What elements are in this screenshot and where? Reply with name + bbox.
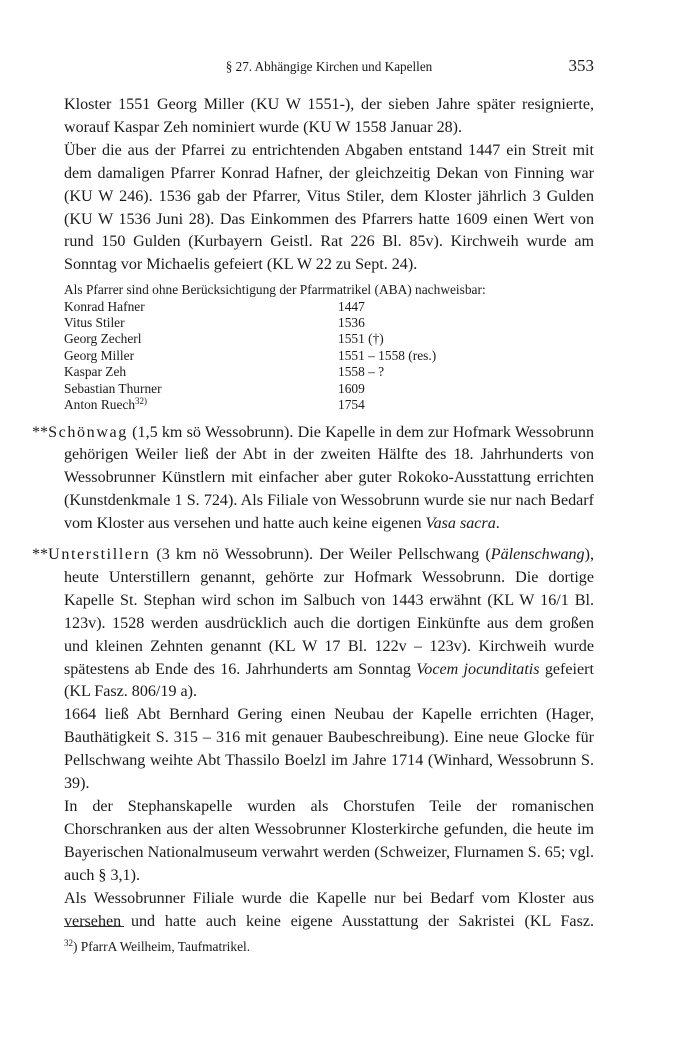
italic-term: Pälenschwang bbox=[490, 546, 585, 564]
pastor-row bbox=[64, 348, 594, 364]
pastor-years: 1447 bbox=[338, 298, 365, 314]
italic-term: Vasa sacra bbox=[425, 515, 496, 533]
footnote-rule bbox=[64, 926, 124, 927]
pastor-list bbox=[64, 282, 594, 413]
pastor-list-intro: Als Pfarrer sind ohne Berücksichtigung der Pfarrmatrikel (ABA) nachweisbar: bbox=[64, 282, 486, 298]
pastor-name: Anton Ruech$^{32)}$ bbox=[64, 396, 148, 413]
entry-headword: Schönwag bbox=[48, 423, 128, 441]
pastor-row bbox=[64, 331, 594, 347]
pastor-name: Georg Miller bbox=[64, 347, 135, 363]
pastor-row bbox=[64, 299, 594, 315]
pastor-years: 1551 (†) bbox=[338, 331, 384, 347]
pastor-name: Konrad Hafner bbox=[64, 298, 145, 314]
pastor-years: 1551 – 1558 (res.) bbox=[338, 347, 437, 363]
pastor-row bbox=[64, 364, 594, 380]
pastor-row bbox=[64, 397, 594, 413]
body-text bbox=[32, 94, 594, 933]
entry-headword: Unterstillern bbox=[48, 546, 151, 564]
footnote-text: ) PfarrA Weilheim, Taufmatrikel. bbox=[73, 939, 251, 954]
entry-unterstillern: **Unterstillern (3 km nö Wessobrunn). Der Weiler Pellschwang (Pälenschwang), heute Unterstillern genannt, gehörte zur Hofmark Wessobrunn. Die dortige Kapelle St. Stephan wird schon im Salbuch von 1443 erwähnt (KL W 16/1 Bl. 123v). 1528 werden ausdrücklich auch die dortigen Einkünfte aus dem großen und kleinen Zehnten genannt (KL W 17 Bl. 122v – 123v). Kirchweih wurde spätestens ab Ende des 16. Jahrhunderts am Sonntag Vocem jocunditatis gefeiert (KL Fasz. 806/19 a). 1664 ließ Abt Bernhard Gering einen Neubau der Kapelle errichten (Hager, Bauthätigkeit S. 315 – 316 mit genauer Baubeschreibung). Eine neue Glocke für Pellschwang weihte Abt Thassilo Boelzl im Jahre 1714 (Winhard, Wessobrunn S. 39). In der Stephanskapelle wurden als Chorstufen Teile der romanischen Chorschranken aus der alten Wessobrunner Klosterkirche gefunden, die heute im Bayerischen Nationalmuseum verwahrt werden (Schweizer, Flurnamen S. 65; vgl. auch § 3,1). Als Wessobrunner Filiale wurde die Kapelle nur bei Bedarf vom Kloster aus versehen und hatte auch keine eigene Ausstattung der Sakristei (KL Fasz. bbox=[32, 544, 594, 933]
entry-schoenwag: **Schönwag (1,5 km sö Wessobrunn). Die Kapelle in dem zur Hofmark Wessobrunn gehörigen Weiler ließ der Abt in der zweiten Hälfte des 18. Jahrhunderts von Wessobrunner Künstlern mit einfacher aber guter Rokoko-Ausstattung errichten (Kunstdenkmale 1 S. 724). Als Filiale von Wessobrunn wurde sie nur nach Bedarf vom Kloster aus versehen und hatte auch keine eigenen Vasa sacra. bbox=[32, 423, 594, 533]
entry-marker: ** bbox=[32, 546, 49, 564]
running-head bbox=[64, 56, 594, 80]
running-head-title: § 27. Abhängige Kirchen und Kapellen bbox=[225, 59, 433, 74]
pastor-years: 1609 bbox=[338, 380, 365, 396]
paragraph: Kloster 1551 Georg Miller (KU W 1551-), der sieben Jahre später resignierte, worauf Kaspar Zeh nominiert wurde (KU W 1558 Januar 28). bbox=[64, 96, 594, 136]
footnote-ref: 32) bbox=[135, 396, 148, 407]
pastor-row bbox=[64, 381, 594, 397]
paragraph: Über die aus der Pfarrei zu entrichtenden Abgaben entstand 1447 ein Streit mit dem damaligen Pfarrer Konrad Hafner, der gleichzeitig Dekan von Finning war (KU W 246). 1536 gab der Pfarrer, Vitus Stiler, dem Kloster jährlich 3 Gulden (KU W 1536 Juni 28). Das Einkommen des Pfarrers hatte 1609 einen Wert von rund 150 Gulden (Kurbayern Geistl. Rat 226 Bl. 85v). Kirchweih wurde am Sonntag vor Michaelis gefeiert (KL W 22 zu Sept. 24). bbox=[64, 141, 594, 274]
entry-marker: ** bbox=[32, 423, 49, 441]
pastor-name: Vitus Stiler bbox=[64, 315, 125, 331]
pastor-years: 1558 – ? bbox=[338, 364, 385, 380]
footnote bbox=[64, 938, 594, 955]
footnote-number: 32 bbox=[64, 938, 73, 948]
paragraph: In der Stephanskapelle wurden als Chorstufen Teile der romanischen Chorschranken aus der alten Wessobrunner Klosterkirche gefunden, die heute im Bayerischen Nationalmuseum verwahrt werden (Schweizer, Flurnamen S. 65; vgl. auch § 3,1). bbox=[64, 798, 594, 884]
paragraph: 1664 ließ Abt Bernhard Gering einen Neubau der Kapelle errichten (Hager, Bauthätigkeit S. 315 – 316 mit genauer Baubeschreibung). Eine neue Glocke für Pellschwang weihte Abt Thassilo Boelzl im Jahre 1714 (Winhard, Wessobrunn S. 39). bbox=[64, 706, 594, 793]
italic-term: Vocem jocunditatis bbox=[416, 660, 540, 678]
paragraph: Als Wessobrunner Filiale wurde die Kapelle nur bei Bedarf vom Kloster aus versehen und hatte auch keine eigene Ausstattung der Sakristei (KL Fasz. bbox=[64, 889, 594, 930]
pastor-row bbox=[64, 315, 594, 331]
pastor-name: Sebastian Thurner bbox=[64, 380, 162, 396]
page-number: 353 bbox=[568, 56, 594, 75]
pastor-years: 1536 bbox=[338, 315, 365, 331]
pastor-name: Kaspar Zeh bbox=[64, 364, 127, 380]
pastor-name: Georg Zecherl bbox=[64, 331, 142, 347]
pastor-years: 1754 bbox=[338, 397, 365, 413]
